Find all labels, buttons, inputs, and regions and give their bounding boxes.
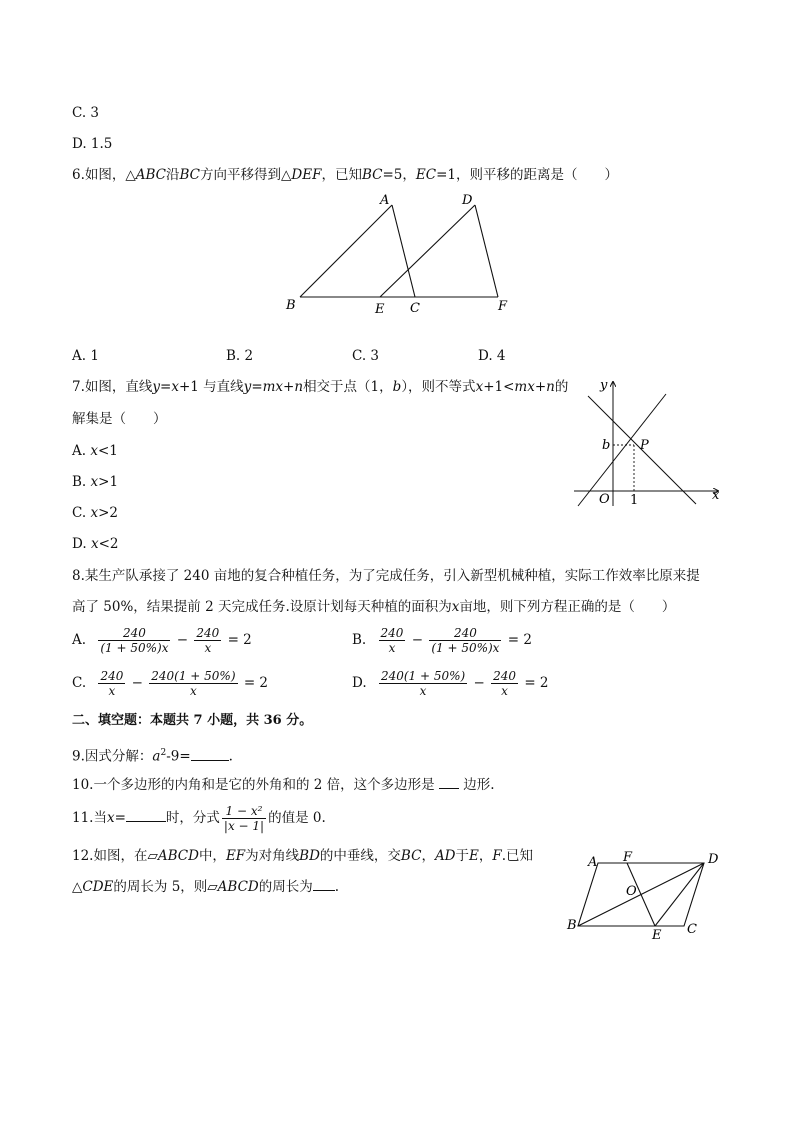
q6-triangle-figure [280, 188, 520, 320]
q8-option-b: B. $\frac{240}{x}$ − $\frac{240}{(1 + 50\%)x}$ = 2 [352, 626, 532, 655]
q6-option-c: C. 3 [352, 348, 380, 364]
q5-option-d: D. 1.5 [72, 136, 113, 152]
q7-coordinate-figure [568, 374, 728, 510]
q12-parallelogram-figure [562, 846, 732, 942]
q12-label-e: E [652, 928, 662, 942]
q6-stem: 6.如图，△ABC沿BC方向平移得到△DEF，已知BC=5，EC=1，则平移的距离是（ ） [72, 167, 618, 183]
q5-option-c: C. 3 [72, 105, 100, 121]
q7-option-a: A. x<1 [72, 443, 118, 459]
q12-label-o: O [626, 884, 637, 899]
q10-answer-blank[interactable] [439, 788, 459, 789]
q6-label-f: F [498, 299, 508, 314]
q12-stem-line1: 12.如图，在▱ABCD中，EF为对角线BD的中垂线，交BC，AD于E，F.已知 [72, 848, 534, 864]
q12-stem-line2: △CDE的周长为 5，则▱ABCD的周长为 . [72, 879, 340, 895]
q12-label-c: C [687, 922, 697, 937]
q9-stem: 9.因式分解：$a^2-9=$ . [72, 748, 233, 765]
q8-stem-line1: 8.某生产队承接了 240 亩地的复合种植任务，为了完成任务，引入新型机械种植，实际工作效率比原来提 [72, 568, 700, 584]
q6-option-a: A. 1 [72, 348, 99, 364]
q7-option-d: D. x<2 [72, 536, 119, 552]
q11-answer-blank[interactable] [126, 821, 166, 822]
q10-stem: 10.一个多边形的内角和是它的外角和的 2 倍，这个多边形是 边形. [72, 777, 495, 793]
q7-label-one: 1 [630, 493, 639, 508]
q7-label-y: y [600, 378, 608, 393]
q7-option-c: C. x>2 [72, 505, 118, 521]
q12-label-d: D [708, 852, 719, 867]
q8-option-a: A. $\frac{240}{(1 + 50\%)x}$ − $\frac{240}{x}$ = 2 [72, 626, 252, 655]
q7-label-b: b [602, 438, 611, 453]
q7-label-o: O [599, 492, 610, 507]
q12-label-a: A [588, 855, 598, 870]
q7-label-x: x [712, 488, 720, 503]
q6-label-b: B [286, 298, 296, 313]
q6-label-d: D [462, 193, 473, 208]
q6-label-c: C [410, 301, 420, 316]
q6-label-e: E [375, 302, 385, 317]
q7-option-b: B. x>1 [72, 474, 119, 490]
q6-option-b: B. 2 [226, 348, 254, 364]
q12-answer-blank[interactable] [313, 890, 335, 891]
q8-stem-line2: 高了 50%，结果提前 2 天完成任务.设原计划每天种植的面积为x亩地，则下列方程正确的是（ ） [72, 599, 676, 615]
q12-label-f: F [623, 850, 633, 865]
q8-option-d: D. $\frac{240(1 + 50\%)}{x}$ − $\frac{240}{x}$ = 2 [352, 669, 549, 698]
q8-option-c: C. $\frac{240}{x}$ − $\frac{240(1 + 50\%)}{x}$ = 2 [72, 669, 269, 698]
q6-option-d: D. 4 [478, 348, 506, 364]
q7-label-p: P [640, 438, 649, 453]
q6-label-a: A [380, 193, 390, 208]
section-2-title: 二、填空题：本题共 7 小题，共 36 分。 [72, 713, 313, 728]
q12-label-b: B [567, 918, 577, 933]
q7-stem-line1: 7.如图，直线y=x+1 与直线y=mx+n相交于点（1，b），则不等式x+1<mx+n的 [72, 379, 569, 395]
q11-stem: 11.当x= 时，分式 $\frac{\text{1 − x²}}{|x - 1|}$ 的值是 0. [72, 804, 326, 833]
q7-stem-line2: 解集是（ ） [72, 411, 167, 427]
q9-answer-blank[interactable] [191, 760, 229, 761]
